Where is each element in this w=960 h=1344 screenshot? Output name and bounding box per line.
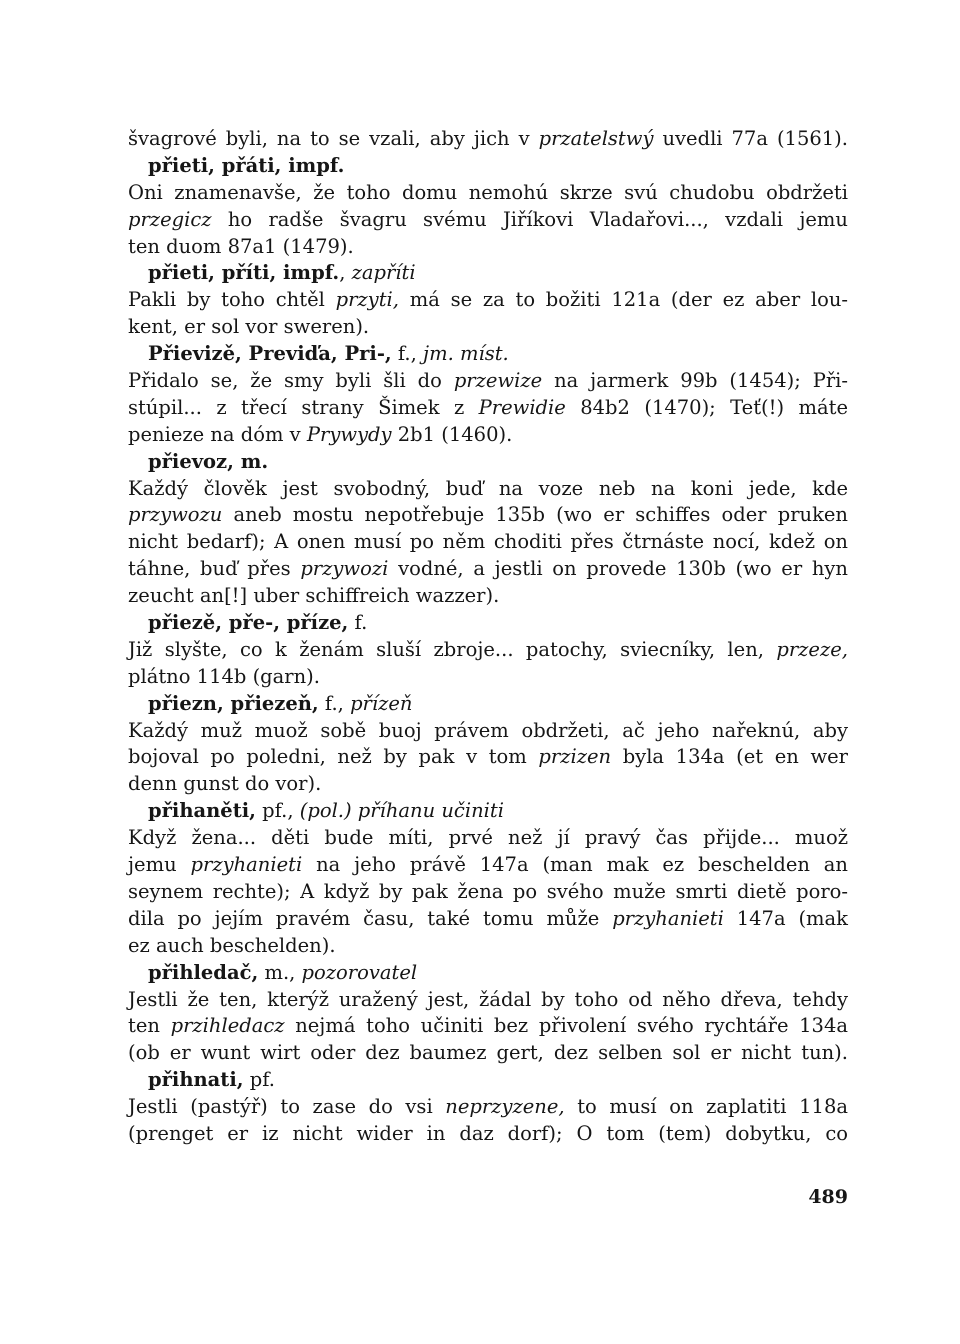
text-segment: švagrové byli, na to se vzali, aby jich v: [128, 127, 539, 150]
page-number: 489: [808, 1186, 848, 1208]
text-line: [128, 987, 848, 1014]
text-segment: ho radše švagru svému Jiříkovi Vladařovi..., vzdali jemu: [211, 207, 848, 231]
quoted-form: przyhanieti: [612, 906, 724, 930]
quoted-form: przeze,: [776, 637, 848, 661]
text-segment: Přidalo se, že smy byli šli do: [128, 369, 454, 393]
text-segment: Každý muž muož sobě buoj právem obdržeti, ač jeho nařeknú, aby: [128, 718, 848, 742]
quoted-form: przegicz: [128, 207, 212, 231]
text-line: [128, 1040, 848, 1067]
headword: přieti, přáti, impf.: [148, 153, 345, 177]
text-segment: f.,: [391, 342, 424, 366]
text-line: [128, 422, 848, 449]
quoted-form: przywozu: [128, 503, 223, 527]
quoted-form: (pol.) příhanu učiniti: [299, 799, 504, 823]
text-segment: penieze na dóm v: [128, 422, 307, 446]
text-line: [128, 637, 848, 664]
text-line: [128, 502, 848, 529]
headword: přihledač,: [148, 960, 259, 984]
headword: přievoz, m.: [148, 449, 269, 473]
quoted-form: przywozi: [300, 557, 389, 581]
dictionary-text: [128, 126, 848, 1148]
text-segment: Každý člověk jest svobodný, buď na voze neb na koni jede, kde: [128, 476, 848, 500]
text-segment: aneb mostu nepotřebuje 135b (wo er schiffes oder pruken: [222, 503, 848, 527]
text-segment: byla 134a (et en wer: [611, 745, 848, 769]
text-segment: Jestli že ten, kterýž uražený jest, žádal by toho od něho dřeva, tehdy: [128, 987, 848, 1011]
text-segment: nejmá toho učiniti bez přivolení svého rychtáře 134a: [284, 1014, 848, 1038]
text-segment: pf.: [243, 1068, 275, 1092]
text-segment: seynem rechte); A když by pak žena po svého muže smrti dietě poro-: [128, 879, 848, 903]
text-line: [128, 368, 848, 395]
text-segment: na jarmerk 99b (1454); Při-: [542, 369, 848, 393]
headword: přihaněti,: [148, 799, 256, 823]
quoted-form: przatelstwý: [538, 127, 654, 150]
text-segment: to musí on zaplatiti 118a: [564, 1095, 848, 1119]
text-segment: pf.,: [255, 799, 300, 823]
text-segment: (prenget er iz nicht wider in daz dorf); O tom (tem) dobytku, co: [128, 1121, 848, 1145]
text-segment: ten: [128, 1014, 171, 1038]
quoted-form: zapříti: [351, 261, 416, 285]
text-segment: zeucht an[!] uber schiffreich wazzer).: [128, 584, 500, 608]
quoted-form: przewize: [453, 369, 543, 393]
text-line: [128, 1094, 848, 1121]
quoted-form: pozorovatel: [301, 960, 418, 984]
headword: přiezn, přiezeň,: [148, 691, 319, 715]
text-segment: f.,: [318, 691, 351, 715]
text-segment: dila po jejím pravém času, také tomu může: [128, 906, 613, 930]
text-segment: Oni znamenavše, že toho domu nemohú skrze svú chudobu obdržeti: [128, 180, 848, 204]
text-segment: plátno 114b (garn).: [128, 664, 320, 688]
entry-headword-line: [128, 798, 848, 825]
text-segment: 2b1 (1460).: [391, 422, 513, 446]
text-segment: má se za to božiti 121a (der ez aber lou-: [398, 288, 849, 312]
text-line: [128, 476, 848, 503]
quoted-form: Prewidie: [478, 395, 566, 419]
text-line: [128, 771, 848, 798]
text-line: [128, 852, 848, 879]
entry-headword-line: [128, 341, 848, 368]
quoted-form: Prywydy: [306, 422, 392, 446]
entry-headword-line: [128, 449, 848, 476]
text-segment: f.: [348, 611, 368, 635]
text-line: [128, 126, 848, 153]
text-line: [128, 879, 848, 906]
text-line: [128, 825, 848, 852]
text-segment: denn gunst do vor).: [128, 772, 322, 796]
text-line: [128, 583, 848, 610]
text-line: [128, 556, 848, 583]
quoted-form: neprzyzene,: [445, 1095, 565, 1119]
headword: Přievizě, Previďa, Pri-,: [148, 342, 392, 366]
text-line: [128, 207, 848, 234]
entry-headword-line: [128, 610, 848, 637]
text-segment: bojoval po poledni, než by pak v tom: [128, 745, 539, 769]
text-line: [128, 529, 848, 556]
text-line: [128, 906, 848, 933]
text-line: [128, 744, 848, 771]
headword: přihnati,: [148, 1068, 244, 1092]
text-segment: na jeho právě 147a (man mak ez beschelden an: [302, 853, 848, 877]
quoted-form: jm. míst.: [423, 342, 509, 366]
text-segment: 147a (mak: [723, 906, 848, 930]
text-line: [128, 287, 848, 314]
text-segment: Pakli by toho chtěl: [128, 288, 336, 312]
entry-headword-line: [128, 260, 848, 287]
text-segment: táhne, buď přes: [128, 557, 301, 581]
text-line: [128, 234, 848, 261]
quoted-form: przihledacz: [170, 1014, 285, 1038]
headword: přieti, příti, impf.: [148, 261, 340, 285]
text-segment: nicht bedarf); A onen musí po něm choditi přes čtrnáste nocí, kdež on: [128, 530, 848, 554]
text-segment: 84b2 (1470); Teť(!) máte: [565, 395, 848, 419]
text-segment: Již slyšte, co k ženám sluší zbroje... patochy, sviecníky, len,: [128, 637, 777, 661]
text-segment: kent, er sol vor sweren).: [128, 315, 370, 339]
text-segment: m.,: [258, 960, 302, 984]
text-segment: jemu: [128, 853, 191, 877]
entry-headword-line: [128, 153, 848, 180]
text-segment: uvedli 77a (1561).: [653, 127, 848, 150]
text-line: [128, 314, 848, 341]
entry-headword-line: [128, 960, 848, 987]
text-segment: Jestli (pastýř) to zase do vsi: [128, 1095, 446, 1119]
text-line: [128, 718, 848, 745]
text-segment: ez auch beschelden).: [128, 933, 336, 957]
quoted-form: przizen: [538, 745, 612, 769]
quoted-form: przyti,: [335, 288, 399, 312]
text-segment: stúpil... z třecí strany Šimek z: [128, 395, 479, 419]
text-line: [128, 395, 848, 422]
text-segment: Když žena... děti bude míti, prvé než jí pravý čas přijde... muož: [128, 826, 848, 850]
text-line: [128, 180, 848, 207]
text-segment: ,: [339, 261, 352, 285]
text-line: [128, 933, 848, 960]
entry-headword-line: [128, 691, 848, 718]
text-segment: vodné, a jestli on provede 130b (wo er hyn: [388, 557, 848, 581]
entry-headword-line: [128, 1067, 848, 1094]
text-segment: ten duom 87a1 (1479).: [128, 234, 354, 258]
text-line: [128, 1121, 848, 1148]
text-line: [128, 1013, 848, 1040]
text-line: [128, 664, 848, 691]
headword: přiezě, pře-, příze,: [148, 611, 349, 635]
quoted-form: przyhanieti: [190, 853, 303, 877]
quoted-form: přízeň: [350, 691, 413, 715]
text-segment: (ob er wunt wirt oder dez baumez gert, dez selben sol er nicht tun).: [128, 1041, 848, 1065]
